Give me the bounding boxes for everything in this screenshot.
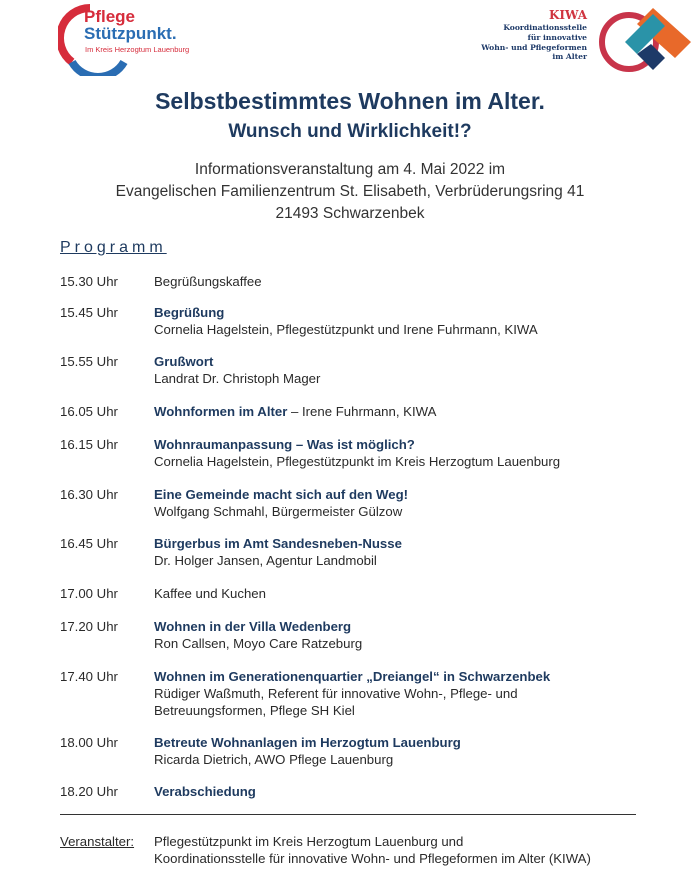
- program-speaker: Landrat Dr. Christoph Mager: [154, 371, 321, 386]
- organizer-label: Veranstalter:: [60, 834, 135, 849]
- program-title: Wohnraumanpassung – Was ist möglich?: [154, 437, 415, 452]
- kiwa-logo: [470, 4, 695, 76]
- organizer-line1: Pflegestützpunkt im Kreis Herzogtum Lauenburg und: [154, 834, 464, 849]
- program-time: 18.20 Uhr: [60, 784, 118, 799]
- event-info-line2: Evangelischen Familienzentrum St. Elisabeth, Verbrüderungsring 41: [115, 183, 585, 200]
- kiwa-sub-line4: im Alter: [552, 52, 587, 62]
- program-title: Wohnen im Generationenquartier „Dreiangel“ in Schwarzenbek: [154, 669, 551, 684]
- logo-left-line2: Stützpunkt.: [84, 24, 177, 43]
- program-speaker: Ricarda Dietrich, AWO Pflege Lauenburg: [154, 752, 394, 767]
- program-time: 16.15 Uhr: [60, 437, 118, 452]
- program-speaker-line2: Betreuungsformen, Pflege SH Kiel: [154, 703, 355, 718]
- program-speaker: – Irene Fuhrmann, KIWA: [287, 404, 437, 419]
- program-title: Betreute Wohnanlagen im Herzogtum Lauenburg: [154, 735, 461, 750]
- program-title: Begrüßung: [154, 305, 225, 320]
- program-speaker: Cornelia Hagelstein, Pflegestützpunkt und Irene Fuhrmann, KIWA: [154, 322, 538, 337]
- program-time: 16.05 Uhr: [60, 404, 118, 419]
- kiwa-logo-subtitle: [481, 23, 587, 62]
- program-time: 15.55 Uhr: [60, 354, 118, 369]
- program-title: Grußwort: [154, 354, 214, 369]
- kiwa-sub-line2: für innovative: [527, 32, 587, 42]
- program-time: 17.00 Uhr: [60, 586, 118, 601]
- organizer-line2: Koordinationsstelle für innovative Wohn- und Pflegeformen im Alter (KIWA): [154, 851, 591, 866]
- pflegestuetzpunkt-logo: [58, 4, 208, 76]
- program-time: 15.30 Uhr: [60, 274, 118, 289]
- program-time: 16.45 Uhr: [60, 536, 118, 551]
- program-time: 16.30 Uhr: [60, 487, 118, 502]
- program-speaker: Dr. Holger Jansen, Agentur Landmobil: [154, 553, 377, 568]
- program-speaker: Cornelia Hagelstein, Pflegestützpunkt im Kreis Herzogtum Lauenburg: [154, 454, 561, 469]
- program-time: 17.20 Uhr: [60, 619, 118, 634]
- program-entry: Kaffee und Kuchen: [154, 586, 266, 601]
- program-title: Verabschiedung: [154, 784, 256, 799]
- program-speaker: Wolfgang Schmahl, Bürgermeister Gülzow: [154, 504, 403, 519]
- logo-left-line1: Pflege: [84, 7, 136, 26]
- event-info-line3: 21493 Schwarzenbek: [275, 205, 425, 222]
- kiwa-logo-name: KIWA: [548, 8, 587, 22]
- program-speaker: Ron Callsen, Moyo Care Ratzeburg: [154, 636, 363, 651]
- event-info-line1: Informationsveranstaltung am 4. Mai 2022 im: [194, 161, 506, 178]
- program-time: 18.00 Uhr: [60, 735, 118, 750]
- program-time: 15.45 Uhr: [60, 305, 118, 320]
- kiwa-logo-icon: [595, 4, 695, 76]
- program-time: 17.40 Uhr: [60, 669, 118, 684]
- footer-divider: [60, 814, 636, 815]
- program-entry: Begrüßungskaffee: [154, 274, 262, 289]
- program-title: Bürgerbus im Amt Sandesneben-Nusse: [154, 536, 402, 551]
- program-heading: Programm: [60, 239, 167, 256]
- program-title: Wohnformen im Alter: [154, 404, 288, 419]
- program-title: Wohnen in der Villa Wedenberg: [154, 619, 352, 634]
- page-title: Selbstbestimmtes Wohnen im Alter.: [155, 88, 545, 114]
- kiwa-sub-line3: Wohn- und Pflegeformen: [481, 42, 587, 52]
- program-title: Eine Gemeinde macht sich auf den Weg!: [154, 487, 409, 502]
- kiwa-sub-line1: Koordinationsstelle: [503, 23, 587, 32]
- program-speaker: Rüdiger Waßmuth, Referent für innovative Wohn-, Pflege- und: [154, 686, 518, 701]
- page-subtitle: Wunsch und Wirklichkeit!?: [228, 121, 472, 142]
- event-info: [0, 159, 700, 225]
- logo-left-line3: Im Kreis Herzogtum Lauenburg: [85, 45, 190, 54]
